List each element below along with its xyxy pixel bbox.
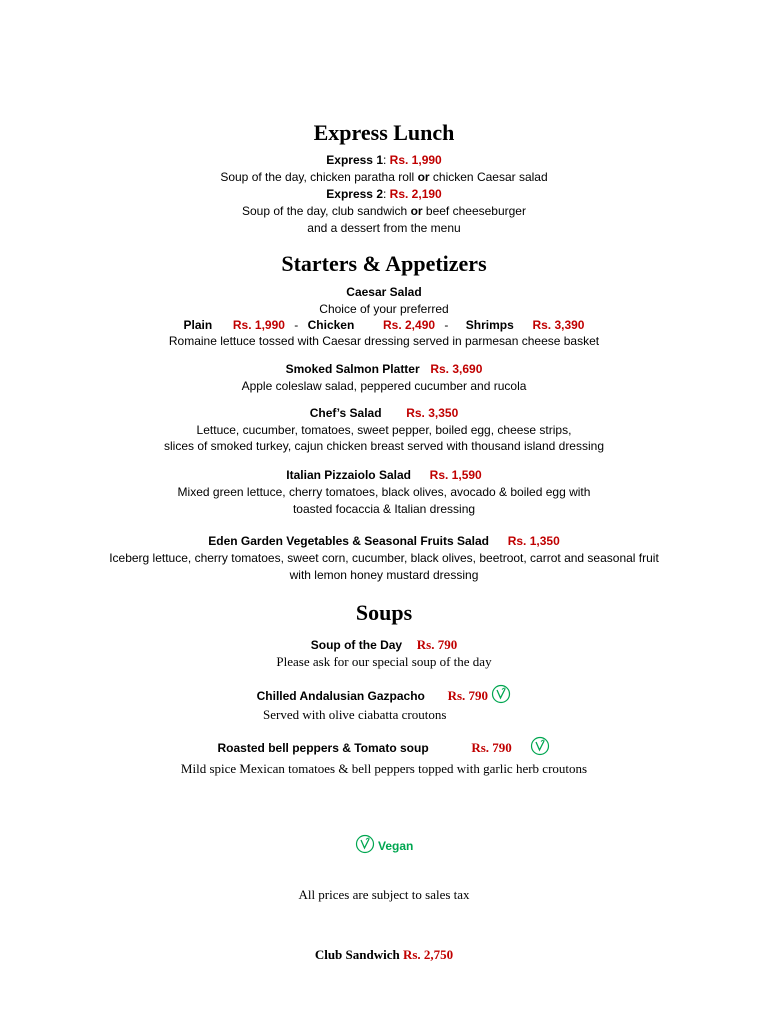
- chefs-name: Chef’s Salad: [309, 406, 382, 420]
- bell-pepper-desc: Mild spice Mexican tomatoes & bell peppers topped with garlic herb croutons: [180, 761, 588, 776]
- bell-pepper-line: [0, 740, 768, 756]
- eden-line: [0, 534, 768, 548]
- eden-name: Eden Garden Vegetables & Seasonal Fruits Salad: [208, 534, 490, 548]
- caesar-name: Caesar Salad: [346, 285, 422, 299]
- chefs-desc1: Lettuce, cucumber, tomatoes, sweet pepper, boiled egg, cheese strips,: [196, 423, 572, 437]
- salmon-name: Smoked Salmon Platter: [285, 362, 420, 376]
- express2-desc-line2: and a dessert from the menu: [307, 221, 461, 235]
- express1-desc-a: Soup of the day, chicken paratha roll: [220, 170, 415, 184]
- gazpacho-line: [0, 688, 768, 704]
- soup-day-desc: Please ask for our special soup of the day: [276, 654, 492, 669]
- eden-desc2: with lemon honey mustard dressing: [289, 568, 479, 582]
- express2-desc-a: Soup of the day, club sandwich: [242, 204, 408, 218]
- eden-desc1: Iceberg lettuce, cherry tomatoes, sweet corn, cucumber, black olives, beetroot, carrot and seasonal fruit: [109, 551, 659, 565]
- pizzaiolo-desc2: toasted focaccia & Italian dressing: [292, 502, 476, 516]
- caesar-option-separator: -: [294, 318, 299, 332]
- chefs-price: Rs. 3,350: [406, 406, 459, 420]
- express2-label: Express 2: [326, 187, 383, 201]
- express1-or: or: [417, 170, 430, 184]
- soup-day-name: Soup of the Day: [310, 638, 403, 652]
- caesar-options: [0, 318, 768, 332]
- caesar-option-plain: Plain: [183, 318, 213, 332]
- caesar-note: Choice of your preferred: [319, 302, 449, 316]
- express-lunch-title: Express Lunch: [313, 120, 455, 145]
- vegan-icon: [491, 684, 511, 704]
- pizzaiolo-name: Italian Pizzaiolo Salad: [286, 468, 411, 482]
- express2-desc: [0, 204, 768, 218]
- caesar-option-chicken-price: Rs. 2,490: [383, 318, 436, 332]
- express2-price: Rs. 2,190: [389, 187, 442, 201]
- express1-price: Rs. 1,990: [389, 153, 442, 167]
- club-sandwich-price: Rs. 2,750: [402, 947, 454, 962]
- chefs-desc2: slices of smoked turkey, cajun chicken breast served with thousand island dressing: [164, 439, 604, 453]
- express2-or: or: [410, 204, 423, 218]
- vegan-label: Vegan: [377, 839, 414, 853]
- vegan-icon: [530, 736, 550, 756]
- gazpacho-price: Rs. 790: [447, 688, 489, 703]
- caesar-option-chicken: Chicken: [307, 318, 355, 332]
- caesar-option-shrimps: Shrimps: [465, 318, 514, 332]
- club-sandwich-name: Club Sandwich: [314, 947, 400, 962]
- pizzaiolo-line: [0, 468, 768, 482]
- salmon-line: [0, 362, 768, 376]
- bell-pepper-name: Roasted bell peppers & Tomato soup: [217, 741, 429, 755]
- vegan-legend: [0, 839, 768, 854]
- chefs-line: [0, 406, 768, 420]
- soup-day-line: [0, 637, 768, 653]
- pizzaiolo-desc1: Mixed green lettuce, cherry tomatoes, black olives, avocado & boiled egg with: [177, 485, 591, 499]
- tax-note: All prices are subject to sales tax: [298, 887, 470, 902]
- caesar-option-separator: -: [444, 318, 449, 332]
- eden-price: Rs. 1,350: [507, 534, 560, 548]
- express2-line: Express 2: Rs. 2,190: [326, 187, 442, 201]
- caesar-option-shrimps-price: Rs. 3,390: [532, 318, 585, 332]
- gazpacho-name: Chilled Andalusian Gazpacho: [256, 689, 425, 703]
- bell-pepper-price: Rs. 790: [471, 740, 512, 755]
- pizzaiolo-price: Rs. 1,590: [429, 468, 482, 482]
- soup-day-price: Rs. 790: [416, 637, 458, 652]
- salmon-price: Rs. 3,690: [430, 362, 483, 376]
- club-sandwich-line: [0, 947, 768, 963]
- gazpacho-desc: Served with olive ciabatta croutons: [263, 707, 447, 722]
- express1-desc: [0, 170, 768, 184]
- caesar-desc: Romaine lettuce tossed with Caesar dressing served in parmesan cheese basket: [168, 334, 600, 348]
- soups-title: Soups: [355, 600, 413, 625]
- salmon-desc: Apple coleslaw salad, peppered cucumber and rucola: [241, 379, 527, 393]
- express1-label: Express 1: [326, 153, 383, 167]
- express1-desc-b: chicken Caesar salad: [432, 170, 548, 184]
- caesar-option-plain-price: Rs. 1,990: [232, 318, 285, 332]
- vegan-icon: [355, 834, 375, 854]
- express1-line: Express 1: Rs. 1,990: [326, 153, 442, 167]
- express2-desc-b: beef cheeseburger: [425, 204, 526, 218]
- starters-title: Starters & Appetizers: [281, 251, 487, 276]
